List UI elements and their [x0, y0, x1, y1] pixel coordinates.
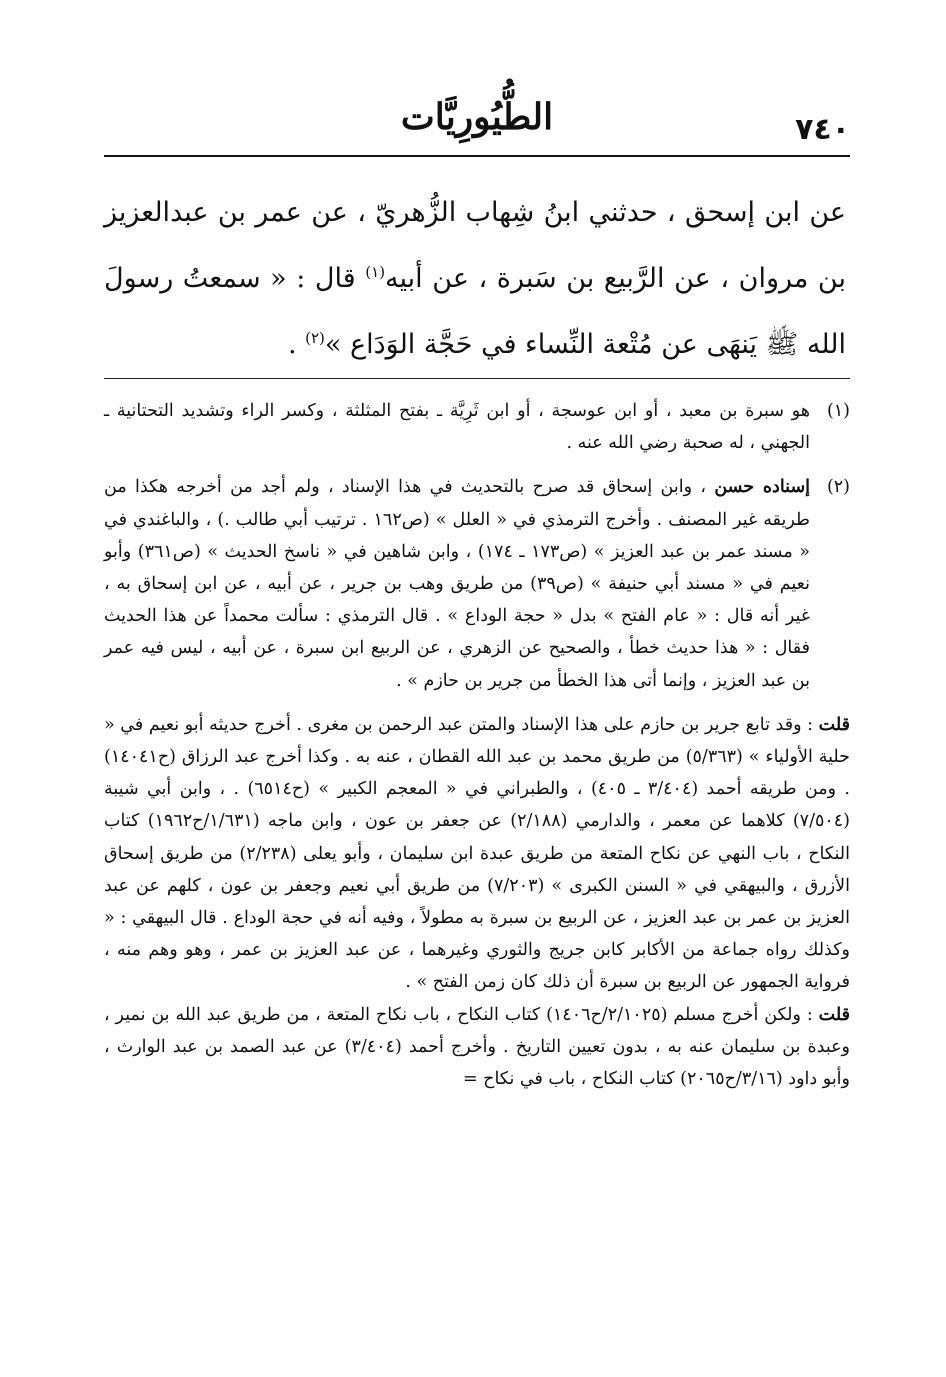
footnote-2-text: ، وابن إسحاق قد صرح بالتحديث في هذا الإسناد ، ولم أجد من أخرجه هكذا من طريقه غير المصنف . وأخرج الترمذي في « العلل » (ص١٦٢ . ترتيب أبي طالب .) ، والباغندي في « مسند عمر بن عبد العزيز » (ص١٧٣ ـ ١٧٤) ، وابن شاهين في « ناسخ الحديث » (ص٣٦١) وأبو نعيم في « مسند أبي حنيفة » (ص٣٩) من طريق وهب بن جرير ، عن أبيه ، عن ابن إسحاق به ، غير أنه قال : « عام الفتح » بدل « حجة الوداع » . قال الترمذي : سألت محمداً عن هذا الحديث فقال : « هذا حديث خطأ ، والصحيح عن الزهري ، عن الربيع ابن سبرة ، عن أبيه ، ليس فيه عمر بن عبد العزيز ، وإنما أتى هذا الخطأ من جرير بن حازم » .: [104, 477, 810, 691]
hadith-text-part1: عن ابن إسحق ، حدثني ابنُ شِهاب الزُّهريّ ، عن عمر بن عبدالعزيز بن مروان ، عن الرَّبيع بن سَبرة ، عن أبيه: [104, 197, 846, 294]
qult-label-2: قلت: [818, 1004, 850, 1025]
book-title: الطُّيُورِيَّات: [400, 96, 554, 138]
header-divider: [104, 155, 850, 157]
hadith-text: [104, 180, 846, 378]
page-number: ٧٤٠: [795, 112, 850, 147]
hadith-text-end: .: [287, 329, 306, 360]
footnote-divider: [104, 378, 850, 379]
qult-label-1: قلت: [818, 714, 850, 735]
hadith-text-part2: قال : « سمعتُ رسولَ الله ﷺ يَنهَى عن مُتْعة النِّساء في حَجَّة الوَدَاع »: [104, 263, 846, 360]
footnote-2-lead: إسناده حسن: [714, 477, 810, 498]
footnote-1: [104, 395, 850, 459]
qult-paragraph-2: [104, 999, 850, 1096]
qult-text-2: : ولكن أخرج مسلم (٢/١٠٢٥/ح١٤٠٦) كتاب النكاح ، باب نكاح المتعة ، من طريق عبد الله بن نمير ، وعبدة بن سليمان عنه به ، بدون تعيين التاريخ . وأخرج أحمد (٣/٤٠٤) عن عبد الصمد بن عبد الوارث ، وأبو داود (٣/١٦/ح٢٠٦٥) كتاب النكاح ، باب في نكاح =: [104, 1004, 851, 1090]
footnote-1-text: هو سبرة بن معبد ، أو ابن عوسجة ، أو ابن ثَرِيَّة ـ بفتح المثلثة ، وكسر الراء وتشديد التحتانية ـ الجهني ، له صحبة رضي الله عنه .: [104, 401, 810, 454]
qult-text-1: : وقد تابع جرير بن حازم على هذا الإسناد والمتن عبد الرحمن بن مغرى . أخرج حديثه أبو نعيم في « حلية الأولياء » (٥/٣٦٣) من طريق محمد بن عبد الله القطان ، عنه به . وكذا أخرج عبد الرزاق (ح١٤٠٤١) . ومن طريقه أحمد (٣/٤٠٤ ـ ٤٠٥) ، والطبراني في « المعجم الكبير » (ح٦٥١٤) . ، وابن أبي شيبة (٧/٥٠٤) كلاهما عن معمر ، والدارمي (٢/١٨٨) عن جعفر بن عون ، وابن ماجه (١/٦٣١/ح١٩٦٢) كتاب النكاح ، باب النهي عن نكاح المتعة من طريق عبدة ابن سليمان ، وأبو يعلى (٢/٢٣٨) من طريق إسحاق الأزرق ، والبيهقي في « السنن الكبرى » (٧/٢٠٣) من طريق أبي نعيم وجعفر بن عون ، كلهم عن عبد العزيز بن عمر بن عبد العزيز ، عن الربيع بن سبرة به مطولاً ، وفيه أنه في حجة الوداع . قال البيهقي : « وكذلك رواه جماعة من الأكابر كابن جريج والثوري وغيرهما ، عن عبد العزيز بن عمر ، وهو وهم منه ، فرواية الجمهور عن الربيع بن سبرة أن ذلك كان زمن الفتح » .: [104, 714, 851, 993]
footnote-marker-2: (٢): [305, 329, 325, 347]
footnote-2-number: (٢): [826, 477, 850, 498]
footnote-1-number: (١): [826, 401, 850, 421]
footnote-2: [104, 471, 850, 696]
footnotes-section: [104, 395, 850, 1095]
page-header: [104, 96, 850, 158]
footnote-marker-1: (١): [365, 263, 386, 281]
qult-paragraph-1: [104, 709, 850, 999]
hadith-paragraph: [104, 180, 846, 378]
footnote-2-paragraph-1: [104, 471, 810, 696]
